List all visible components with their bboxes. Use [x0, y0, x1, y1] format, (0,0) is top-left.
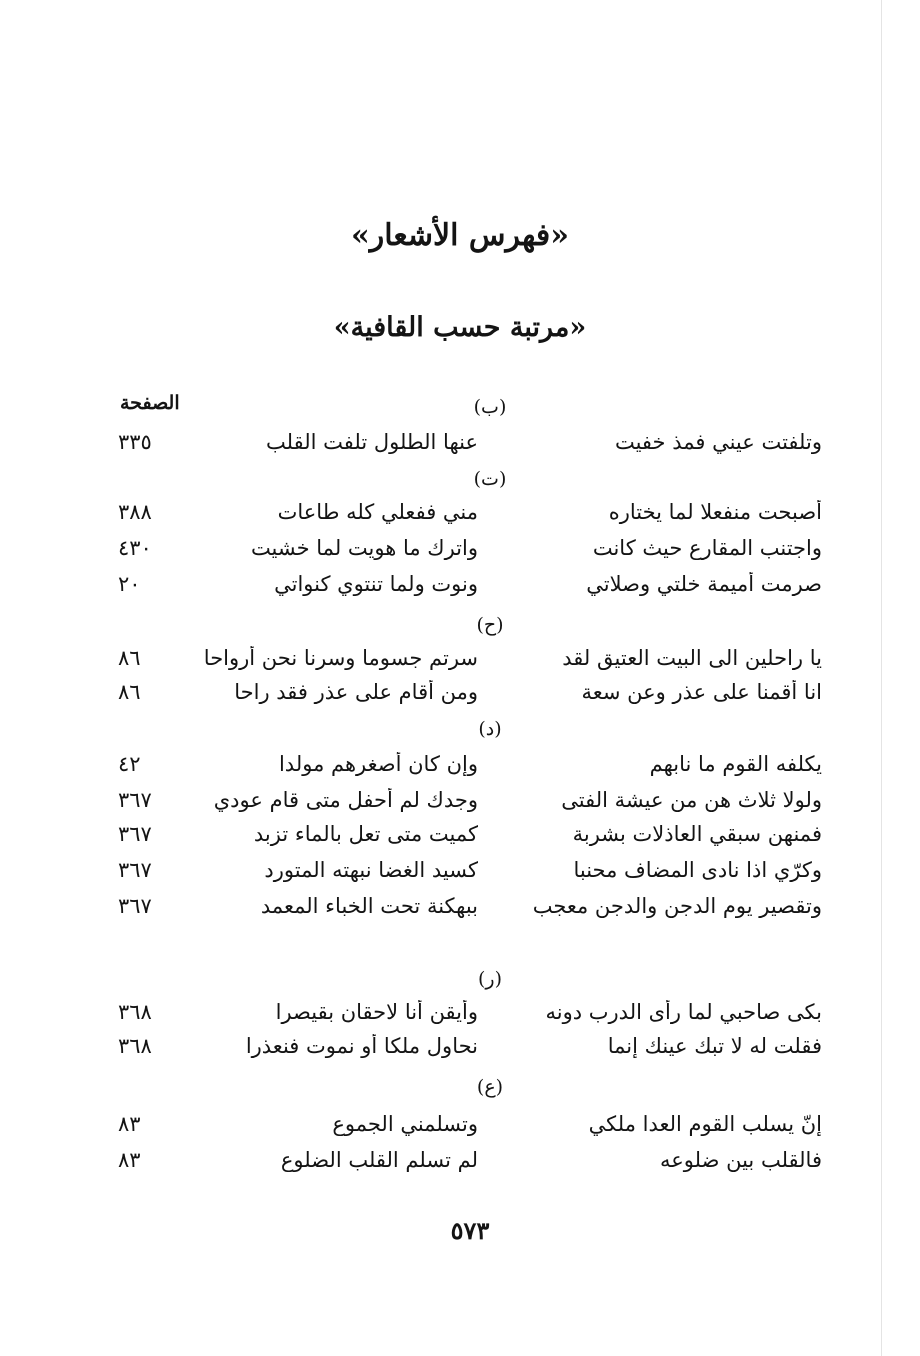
page-column-label: الصفحة: [120, 392, 180, 414]
verse-second-hemistich: مني ففعلي كله طاعات: [277, 500, 478, 524]
verse-row: [118, 1034, 822, 1068]
verse-second-hemistich: ونوت ولما تنتوي كنواتي: [274, 572, 478, 596]
section-letter: (ع): [476, 1076, 504, 1098]
verse-page-number: ٢٠: [118, 572, 141, 596]
verse-first-hemistich: ولولا ثلاث هن من عيشة الفتى: [561, 788, 822, 812]
verse-page-number: ٣٦٧: [118, 858, 152, 882]
section-letter: (ت): [473, 468, 507, 490]
verse-row: [118, 822, 822, 856]
verse-second-hemistich: وجدك لم أحفل متى قام عودي: [213, 788, 478, 812]
verse-first-hemistich: انا أقمنا على عذر وعن سعة: [581, 680, 822, 704]
section-letter: (ح): [476, 614, 504, 636]
verse-row: [118, 500, 822, 534]
verse-row: [118, 646, 822, 680]
verse-row: [118, 1148, 822, 1182]
verse-page-number: ٨٣: [118, 1112, 141, 1136]
verse-row: [118, 680, 822, 714]
verse-second-hemistich: كسيد الغضا نبهته المتورد: [264, 858, 478, 882]
verse-first-hemistich: وكرّي اذا نادى المضاف محنبا: [573, 858, 822, 882]
verse-page-number: ٣٣٥: [118, 430, 152, 454]
verse-second-hemistich: كميت متى تعل بالماء تزبد: [253, 822, 478, 846]
verse-second-hemistich: سرتم جسوما وسرنا نحن أرواحا: [203, 646, 478, 670]
section-letter: (د): [478, 718, 502, 740]
verse-first-hemistich: واجتنب المقارع حيث كانت: [592, 536, 822, 560]
verse-first-hemistich: أصبحت منفعلا لما يختاره: [608, 500, 822, 524]
verse-first-hemistich: فقلت له لا تبك عينك إنما: [607, 1034, 822, 1058]
verse-row: [118, 572, 822, 606]
verse-page-number: ٣٦٧: [118, 894, 152, 918]
verse-page-number: ٣٦٧: [118, 788, 152, 812]
page-title: «فهرس الأشعار»: [351, 218, 569, 253]
scan-margin-line: [881, 0, 882, 1356]
verse-second-hemistich: ببهكنة تحت الخباء المعمد: [260, 894, 478, 918]
verse-first-hemistich: بكى صاحبي لما رأى الدرب دونه: [545, 1000, 822, 1024]
verse-second-hemistich: واترك ما هويت لما خشيت: [250, 536, 478, 560]
verse-first-hemistich: وتقصير يوم الدجن والدجن معجب: [532, 894, 822, 918]
verse-second-hemistich: عنها الطلول تلفت القلب: [266, 430, 478, 454]
verse-second-hemistich: وتسلمني الجموع: [332, 1112, 478, 1136]
verse-first-hemistich: يكلفه القوم ما نابهم: [649, 752, 822, 776]
verse-first-hemistich: يا راحلين الى البيت العتيق لقد: [562, 646, 822, 670]
verse-page-number: ٤٣٠: [118, 536, 152, 560]
verse-page-number: ٤٢: [118, 752, 141, 776]
verse-row: [118, 430, 822, 464]
verse-first-hemistich: فمنهن سبقي العاذلات بشربة: [572, 822, 822, 846]
verse-second-hemistich: وإن كان أصغرهم مولدا: [278, 752, 478, 776]
verse-row: [118, 752, 822, 786]
verse-first-hemistich: صرمت أميمة خلتي وصلاتي: [586, 572, 822, 596]
page-subtitle: «مرتبة حسب القافية»: [333, 312, 587, 343]
verse-page-number: ٣٦٧: [118, 822, 152, 846]
verse-page-number: ٨٦: [118, 680, 141, 704]
verse-first-hemistich: وتلفتت عيني فمذ خفيت: [614, 430, 822, 454]
verse-row: [118, 894, 822, 928]
verse-first-hemistich: إنّ يسلب القوم العدا ملكي: [588, 1112, 822, 1136]
verse-page-number: ٣٦٨: [118, 1034, 152, 1058]
verse-page-number: ٨٦: [118, 646, 141, 670]
verse-row: [118, 858, 822, 892]
verse-page-number: ٣٨٨: [118, 500, 152, 524]
verse-second-hemistich: لم تسلم القلب الضلوع: [280, 1148, 478, 1172]
verse-second-hemistich: وأيقن أنا لاحقان بقيصرا: [275, 1000, 478, 1024]
verse-row: [118, 1112, 822, 1146]
verse-page-number: ٨٣: [118, 1148, 141, 1172]
verse-page-number: ٣٦٨: [118, 1000, 152, 1024]
verse-row: [118, 1000, 822, 1034]
section-letter: (ر): [477, 968, 502, 990]
verse-row: [118, 536, 822, 570]
section-letter: (ب): [473, 396, 507, 418]
verse-row: [118, 788, 822, 822]
verse-first-hemistich: فالقلب بين ضلوعه: [660, 1148, 822, 1172]
verse-second-hemistich: ومن أقام على عذر فقد راحا: [234, 680, 478, 704]
verse-second-hemistich: نحاول ملكا أو نموت فنعذرا: [245, 1034, 478, 1058]
page-number: ٥٧٣: [450, 1216, 490, 1245]
